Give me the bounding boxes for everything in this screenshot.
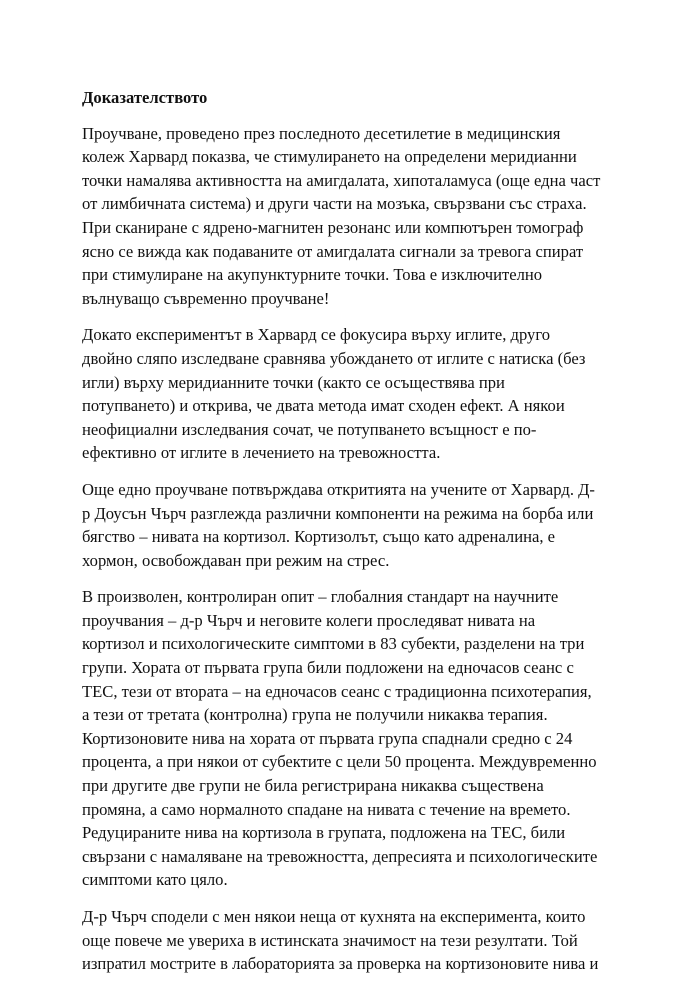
text-line: В произволен, контролиран опит – глобалния стандарт на научните [82, 587, 559, 607]
text-line: ефективно от иглите в лечението на тревожността. [82, 443, 441, 463]
text-line: При сканиране с ядрено-магнитен резонанс или компютърен томограф [82, 217, 584, 237]
text-line: Кортизоновите нива на хората от първата група спаднали средно с 24 [82, 728, 573, 748]
paragraph [82, 585, 622, 892]
text-line: двойно сляпо изследване сравнява убождането от иглите с натиска (без [82, 348, 586, 368]
paragraph [82, 905, 622, 976]
text-line: при другите две групи не била регистрирана никаква съществена [82, 776, 544, 796]
document-body [82, 86, 622, 989]
text-line: от лимбичната система) и други части на мозъка, свързвани със страха. [82, 194, 587, 214]
text-line: вълнуващо съвременно проучване! [82, 288, 330, 308]
text-line: р Доусън Чърч разглежда различни компоненти на режима на борба или [82, 503, 594, 523]
text-line: симптоми като цяло. [82, 870, 228, 890]
paragraph [82, 478, 622, 572]
text-line: Редуцираните нива на кортизола в групата, подложена на ТЕС, били [82, 823, 566, 843]
text-line: при стимулиране на акупунктурните точки. Това е изключително [82, 265, 543, 285]
text-line: потупването) и открива, че двата метода имат сходен ефект. А някои [82, 396, 565, 416]
paragraph [82, 122, 622, 311]
text-line: ТЕС, тези от втората – на едночасов сеанс с традиционна психотерапия, [82, 681, 592, 701]
paragraph-list [82, 122, 622, 976]
text-line: кортизол и психологическите симптоми в 83 субекти, разделени на три [82, 634, 585, 654]
section-heading: Доказателството [82, 88, 208, 107]
text-line: неофициални изследвания сочат, че потупването всъщност е по- [82, 419, 537, 439]
text-line: игли) върху меридианните точки (както се осъществява при [82, 372, 505, 392]
text-line: промяна, а само нормалното спадане на нивата с течение на времето. [82, 799, 571, 819]
text-line: групи. Хората от първата група били подложени на едночасов сеанс с [82, 658, 574, 678]
text-line: още повече ме увериха в истинската значимост на тези резултати. Той [82, 930, 578, 950]
text-line: Д-р Чърч сподели с мен някои неща от кухнята на експеримента, които [82, 907, 586, 926]
text-line: Още едно проучване потвърждава откритията на учените от Харвард. Д- [82, 479, 595, 499]
text-line: проучвания – д-р Чърч и неговите колеги проследяват нивата на [82, 610, 536, 630]
text-line: изпратил мострите в лабораторията за проверка на кортизоновите нива и [82, 954, 599, 974]
paragraph [82, 323, 622, 465]
text-line: бягство – нивата на кортизол. Кортизолът, също като адреналина, е [82, 527, 555, 547]
text-line: процента, а при някои от субектите с цели 50 процента. Междувременно [82, 752, 597, 772]
text-line: а тези от третата (контролна) група не получили никаква терапия. [82, 705, 548, 725]
text-line: свързани с намаляване на тревожността, депресията и психологическите [82, 846, 598, 866]
text-line: Докато експериментът в Харвард се фокусира върху иглите, друго [82, 325, 551, 345]
text-line: точки намалява активността на амигдалата, хипоталамуса (още една част [82, 170, 601, 190]
text-line: хормон, освобождаван при режим на стрес. [82, 550, 390, 570]
text-line: Проучване, проведено през последното десетилетие в медицинския [82, 123, 561, 143]
text-line: ясно се вижда как подаваните от амигдалата сигнали за тревога спират [82, 241, 584, 261]
text-line: колеж Харвард показва, че стимулирането на определени меридианни [82, 147, 577, 167]
